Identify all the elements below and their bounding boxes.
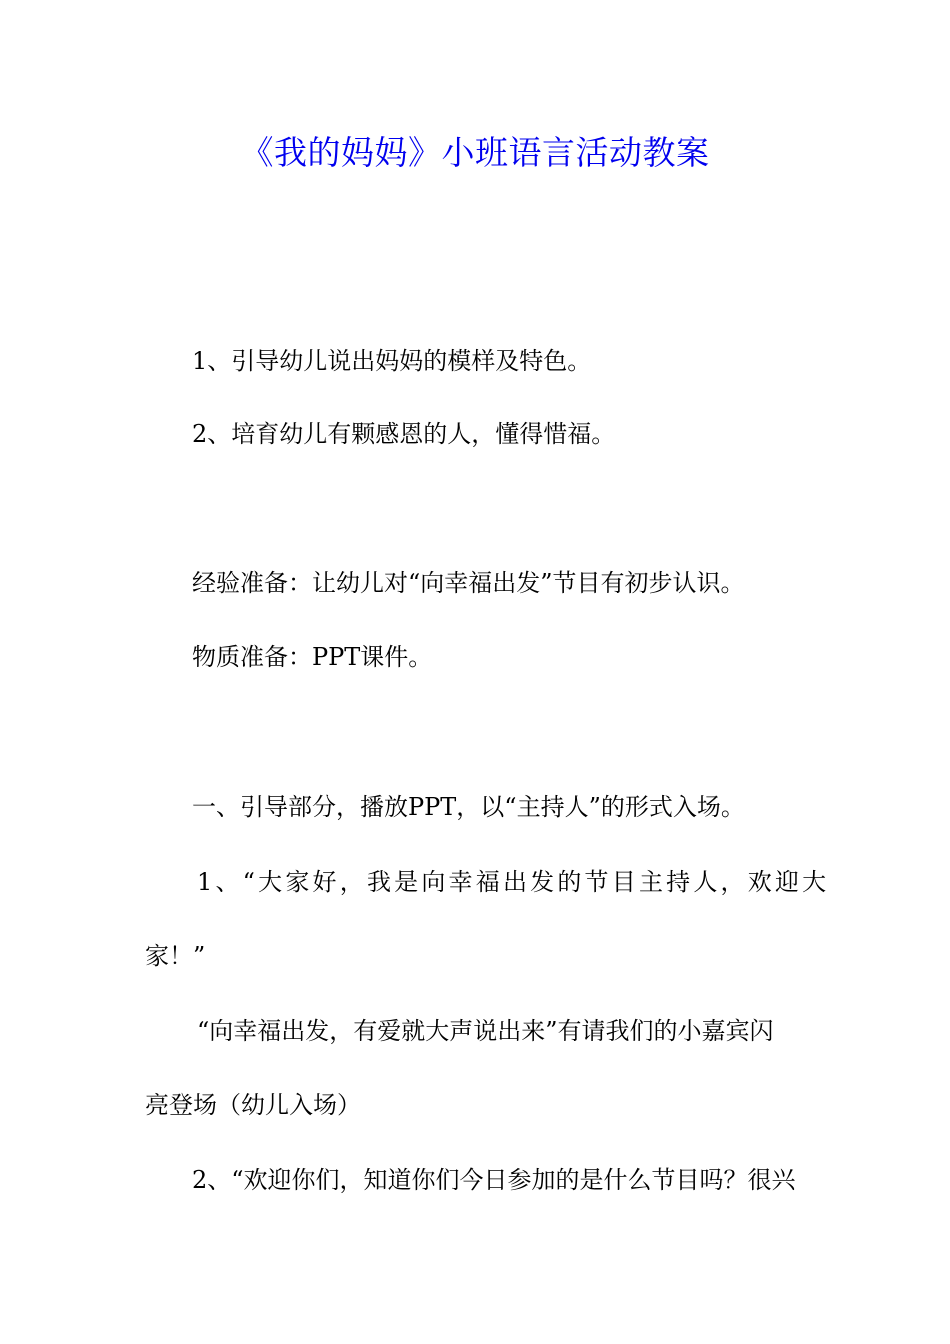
objective-2: 2、培育幼儿有颗感恩的人，懂得惜福。 [192, 420, 616, 448]
document-title: 《我的妈妈》小班语言活动教案 [240, 133, 710, 172]
process-intro-line2: 亮登场（幼儿入场） [145, 1091, 361, 1119]
objective-1: 1、引导幼儿说出妈妈的模样及特色。 [192, 347, 592, 375]
process-step1-line1: 1、“大家好，我是向幸福出发的节目主持人，欢迎大 [197, 868, 830, 896]
process-step2-line1: 2、“欢迎你们，知道你们今日参加的是什么节目吗？很兴 [192, 1166, 796, 1194]
process-step1-line2: 家！” [145, 942, 206, 970]
preparation-materials: 物质准备：PPT课件。 [192, 643, 433, 671]
preparation-experience: 经验准备：让幼儿对“向幸福出发”节目有初步认识。 [192, 569, 745, 597]
process-intro-line1: “向幸福出发，有爱就大声说出来”有请我们的小嘉宾闪 [197, 1017, 774, 1045]
process-section-one: 一、引导部分，播放PPT，以“主持人”的形式入场。 [192, 793, 745, 821]
